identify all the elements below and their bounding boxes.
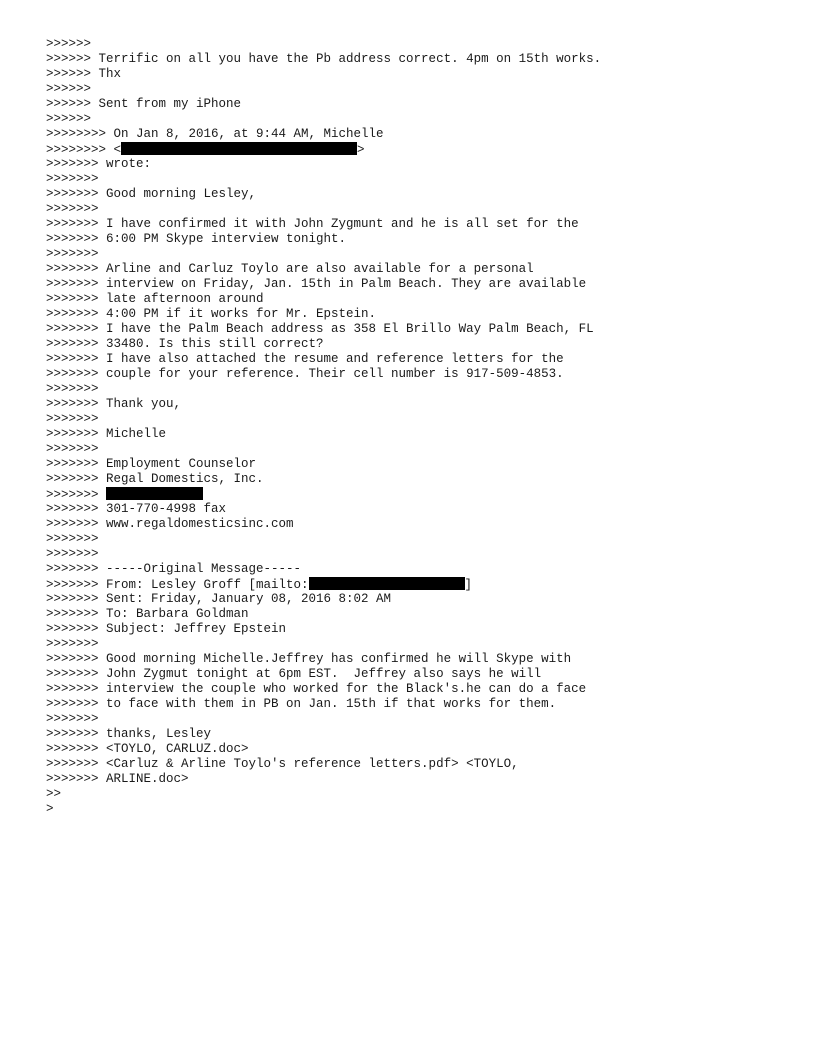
quoted-line: >>>>>>> interview on Friday, Jan. 15th in Palm Beach. They are available <box>46 277 587 291</box>
quoted-line: >>>>>> Sent from my iPhone <box>46 97 242 111</box>
redaction-close: > <box>357 143 365 157</box>
quoted-line: > <box>46 802 54 816</box>
quoted-line: >>>>>>> I have confirmed it with John Zygmunt and he is all set for the <box>46 217 579 231</box>
quoted-line: >> <box>46 787 62 801</box>
quoted-line: >>>>>>> <box>46 442 99 456</box>
redaction-bar <box>309 577 465 590</box>
quoted-line: >>>>>>> -----Original Message----- <box>46 562 302 576</box>
quoted-line: >>>>>>> <box>46 712 99 726</box>
quoted-line: >>>>>> Terrific on all you have the Pb address correct. 4pm on 15th works. <box>46 52 602 66</box>
quoted-line: >>>>>>> late afternoon around <box>46 292 264 306</box>
quoted-line: >>>>>>> 6:00 PM Skype interview tonight. <box>46 232 347 246</box>
quoted-line: >>>>>>> Arline and Carluz Toylo are also available for a personal <box>46 262 534 276</box>
quoted-line: >>>>>>> thanks, Lesley <box>46 727 212 741</box>
quoted-line: >>>>>>> I have also attached the resume and reference letters for the <box>46 352 564 366</box>
quoted-line: >>>>>>> 301-770-4998 fax <box>46 502 227 516</box>
quoted-line: >>>>>>> Regal Domestics, Inc. <box>46 472 264 486</box>
quoted-line: >>>>>>> www.regaldomesticsinc.com <box>46 517 294 531</box>
quoted-line: >>>>>> Thx <box>46 67 122 81</box>
quoted-line: >>>>>>> <box>46 637 99 651</box>
quoted-line: >>>>>>> <box>46 247 99 261</box>
quoted-line: >>>>>>> <box>46 547 99 561</box>
quoted-line-with-redacted-mailto <box>46 577 786 592</box>
quoted-line: >>>>>>> To: Barbara Goldman <box>46 607 249 621</box>
attachment-line: >>>>>>> <TOYLO, CARLUZ.doc> <box>46 742 249 756</box>
quoted-line: >>>>>>> wrote: <box>46 157 152 171</box>
quoted-line: >>>>>>> Employment Counselor <box>46 457 257 471</box>
quoted-line: >>>>>>> to face with them in PB on Jan. 15th if that works for them. <box>46 697 557 711</box>
quoted-line: >>>>>>> <box>46 532 99 546</box>
quoted-line: >>>>>>> Sent: Friday, January 08, 2016 8:02 AM <box>46 592 392 606</box>
quoted-line: >>>>>>> <box>46 172 99 186</box>
line-text: >>>>>>> <box>46 488 107 502</box>
quoted-line: >>>>>>> Good morning Michelle.Jeffrey has confirmed he will Skype with <box>46 652 572 666</box>
quoted-line: >>>>>>> Thank you, <box>46 397 182 411</box>
quoted-line: >>>>>>> <box>46 412 99 426</box>
quoted-line: >>>>>>> Subject: Jeffrey Epstein <box>46 622 287 636</box>
quoted-line: >>>>>>> couple for your reference. Their cell number is 917-509-4853. <box>46 367 564 381</box>
quoted-line: >>>>>>>> On Jan 8, 2016, at 9:44 AM, Michelle <box>46 127 384 141</box>
quoted-line: >>>>>>> 4:00 PM if it works for Mr. Epstein. <box>46 307 377 321</box>
quoted-line: >>>>>>> Good morning Lesley, <box>46 187 257 201</box>
attachment-line: >>>>>>> <Carluz & Arline Toylo's reference letters.pdf> <TOYLO, <box>46 757 519 771</box>
redaction-bar <box>106 487 203 500</box>
quoted-line: >>>>>> <box>46 112 92 126</box>
redaction-bar <box>121 142 357 155</box>
quoted-line: >>>>>>> interview the couple who worked for the Black's.he can do a face <box>46 682 587 696</box>
quoted-line: >>>>>>> <box>46 382 99 396</box>
quoted-line: >>>>>> <box>46 37 92 51</box>
quoted-line: >>>>>>> <box>46 202 99 216</box>
redaction-close: ] <box>464 578 473 592</box>
quoted-line-with-redacted-email <box>46 142 786 157</box>
quoted-line: >>>>>> <box>46 82 92 96</box>
quoted-line-with-redacted-phone <box>46 487 786 502</box>
quoted-line: >>>>>>> I have the Palm Beach address as 358 El Brillo Way Palm Beach, FL <box>46 322 594 336</box>
line-text: >>>>>>> From: Lesley Groff [mailto: <box>46 578 309 592</box>
quoted-line: >>>>>>> Michelle <box>46 427 167 441</box>
quoted-line: >>>>>>> 33480. Is this still correct? <box>46 337 324 351</box>
quoted-line: >>>>>>> John Zygmut tonight at 6pm EST. Jeffrey also says he will <box>46 667 542 681</box>
attachment-line: >>>>>>> ARLINE.doc> <box>46 772 189 786</box>
email-thread-document <box>46 37 786 817</box>
line-text: >>>>>>>> < <box>46 143 122 157</box>
